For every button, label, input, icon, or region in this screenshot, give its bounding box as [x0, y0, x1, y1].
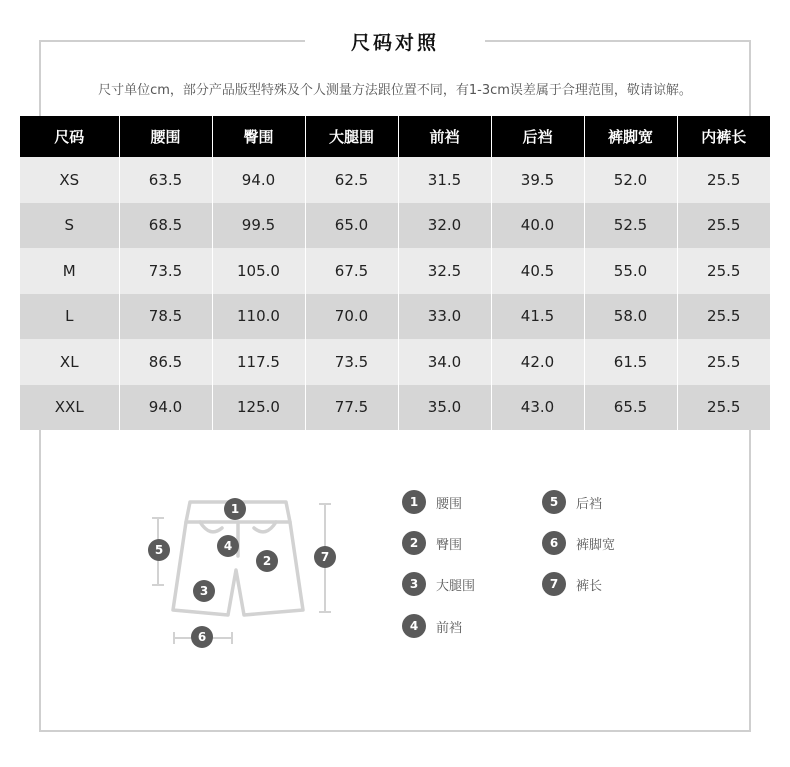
- header-cell: 前裆: [398, 116, 491, 157]
- measurement-cell: 73.5: [305, 339, 398, 385]
- header-cell: 大腿围: [305, 116, 398, 157]
- legend-item-thigh: [402, 572, 475, 596]
- table-row: [20, 157, 770, 203]
- measurement-cell: 25.5: [677, 294, 770, 340]
- diagram-badge-4: 4: [217, 535, 239, 557]
- table-row: [20, 385, 770, 431]
- legend-badge: 1: [402, 490, 426, 514]
- header-cell: 裤脚宽: [584, 116, 677, 157]
- measurement-cell: 61.5: [584, 339, 677, 385]
- measurement-cell: 41.5: [491, 294, 584, 340]
- size-label-cell: XS: [20, 157, 119, 203]
- measurement-cell: 34.0: [398, 339, 491, 385]
- table-row: [20, 203, 770, 249]
- measurement-cell: 25.5: [677, 339, 770, 385]
- measurement-cell: 65.0: [305, 203, 398, 249]
- shorts-outline-icon: [140, 490, 350, 655]
- measurement-cell: 99.5: [212, 203, 305, 249]
- measurement-cell: 55.0: [584, 248, 677, 294]
- legend-badge: 3: [402, 572, 426, 596]
- legend-item-front-rise: [402, 614, 462, 638]
- measurement-cell: 94.0: [119, 385, 212, 431]
- measurement-cell: 65.5: [584, 385, 677, 431]
- measurement-cell: 52.5: [584, 203, 677, 249]
- size-label-cell: XXL: [20, 385, 119, 431]
- legend-item-waist: [402, 490, 462, 514]
- measurement-cell: 33.0: [398, 294, 491, 340]
- measurement-cell: 25.5: [677, 248, 770, 294]
- measurement-cell: 117.5: [212, 339, 305, 385]
- legend-item-length: [542, 572, 602, 596]
- measurement-cell: 67.5: [305, 248, 398, 294]
- legend-label: 裤长: [576, 578, 603, 594]
- size-label-cell: M: [20, 248, 119, 294]
- header-cell: 后裆: [491, 116, 584, 157]
- table-row: [20, 294, 770, 340]
- measurement-cell: 73.5: [119, 248, 212, 294]
- measurement-cell: 86.5: [119, 339, 212, 385]
- measurement-cell: 39.5: [491, 157, 584, 203]
- legend-badge: 5: [542, 490, 566, 514]
- measurement-note: 尺寸单位cm，部分产品版型特殊及个人测量方法跟位置不同，有1-3cm误差属于合理范围，敬请谅解。: [98, 83, 692, 98]
- diagram-badge-1: 1: [224, 498, 246, 520]
- measurement-cell: 52.0: [584, 157, 677, 203]
- measurement-cell: 31.5: [398, 157, 491, 203]
- legend-label: 腰围: [436, 496, 463, 512]
- measurement-cell: 78.5: [119, 294, 212, 340]
- measurement-cell: 32.0: [398, 203, 491, 249]
- diagram-badge-3: 3: [193, 580, 215, 602]
- legend-item-hip: [402, 531, 462, 555]
- legend-badge: 6: [542, 531, 566, 555]
- legend-label: 裤脚宽: [576, 537, 616, 553]
- header-cell: 尺码: [20, 116, 119, 157]
- measurement-cell: 40.5: [491, 248, 584, 294]
- measurement-cell: 43.0: [491, 385, 584, 431]
- measurement-cell: 40.0: [491, 203, 584, 249]
- legend-badge: 4: [402, 614, 426, 638]
- measurement-cell: 105.0: [212, 248, 305, 294]
- measurement-cell: 62.5: [305, 157, 398, 203]
- table-header-row: [20, 116, 770, 157]
- legend-item-leg-opening: [542, 531, 615, 555]
- title-wrap: [305, 24, 485, 58]
- measurement-cell: 63.5: [119, 157, 212, 203]
- measurement-cell: 110.0: [212, 294, 305, 340]
- measurement-cell: 32.5: [398, 248, 491, 294]
- legend-item-back-rise: [542, 490, 602, 514]
- measurement-cell: 70.0: [305, 294, 398, 340]
- measurement-cell: 25.5: [677, 203, 770, 249]
- header-cell: 臀围: [212, 116, 305, 157]
- page-title: 尺码对照: [350, 31, 439, 54]
- size-label-cell: L: [20, 294, 119, 340]
- legend-label: 后裆: [576, 496, 603, 512]
- legend-label: 大腿围: [436, 578, 476, 594]
- measurement-cell: 77.5: [305, 385, 398, 431]
- diagram-badge-2: 2: [256, 550, 278, 572]
- measurement-cell: 58.0: [584, 294, 677, 340]
- measurement-cell: 125.0: [212, 385, 305, 431]
- legend-label: 前裆: [436, 620, 463, 636]
- header-cell: 内裤长: [677, 116, 770, 157]
- legend-badge: 7: [542, 572, 566, 596]
- size-table: [20, 116, 770, 430]
- diagram-badge-6: 6: [191, 626, 213, 648]
- measurement-cell: 94.0: [212, 157, 305, 203]
- table-row: [20, 339, 770, 385]
- size-label-cell: XL: [20, 339, 119, 385]
- legend-badge: 2: [402, 531, 426, 555]
- measurement-cell: 25.5: [677, 157, 770, 203]
- legend-label: 臀围: [436, 537, 463, 553]
- measurement-cell: 25.5: [677, 385, 770, 431]
- shorts-diagram: [140, 490, 350, 655]
- diagram-badge-7: 7: [314, 546, 336, 568]
- measurement-cell: 42.0: [491, 339, 584, 385]
- measurement-cell: 68.5: [119, 203, 212, 249]
- header-cell: 腰围: [119, 116, 212, 157]
- measurement-cell: 35.0: [398, 385, 491, 431]
- size-label-cell: S: [20, 203, 119, 249]
- diagram-badge-5: 5: [148, 539, 170, 561]
- table-row: [20, 248, 770, 294]
